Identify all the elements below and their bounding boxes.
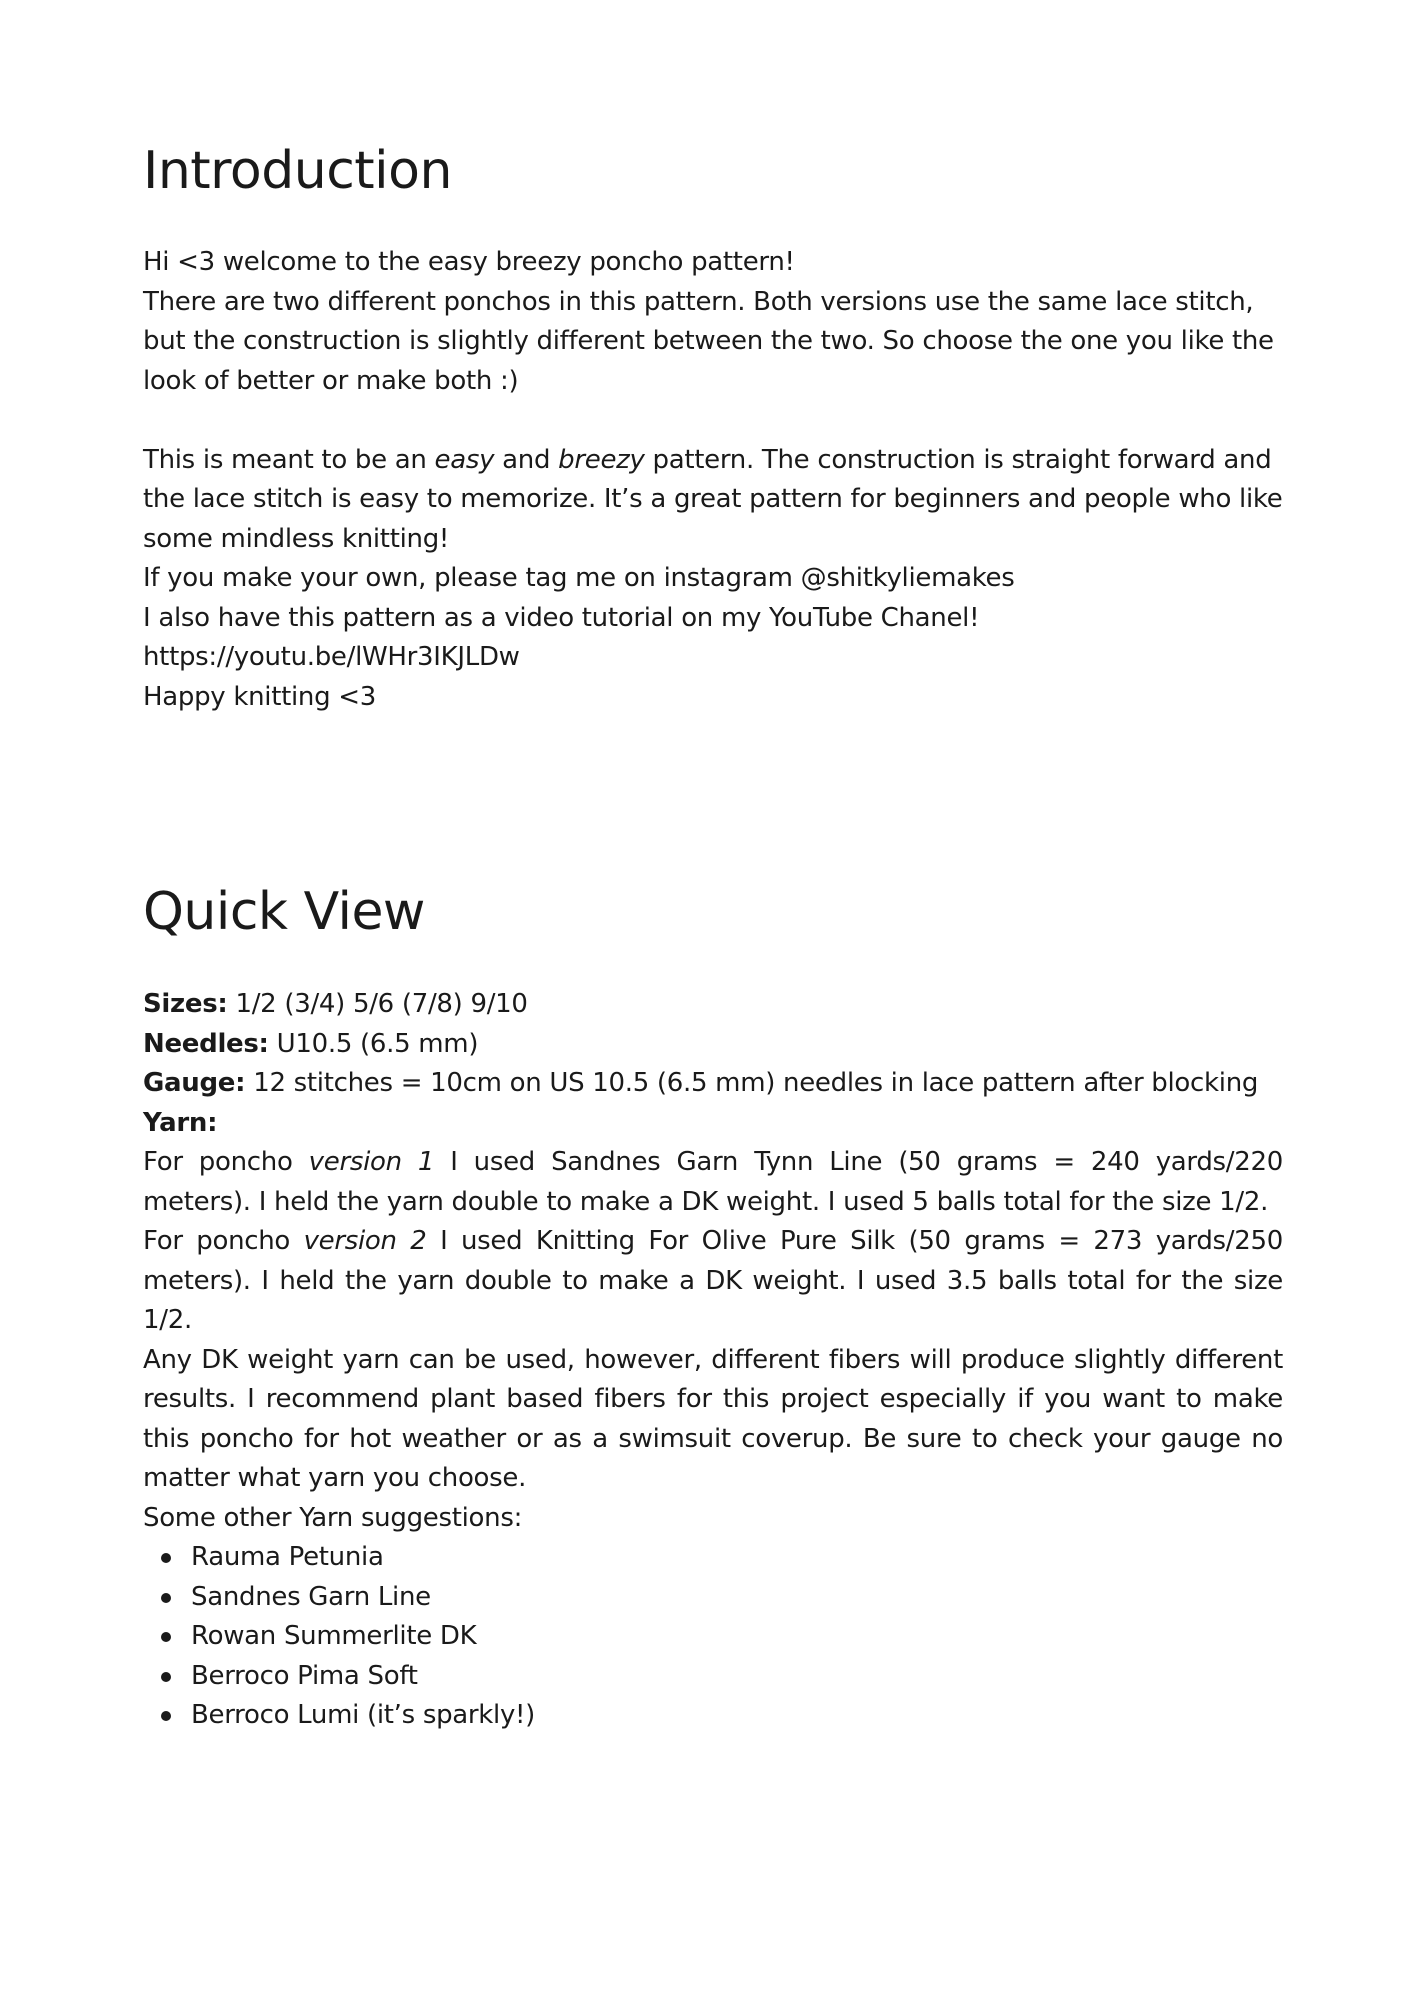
yarn-label: Yarn: xyxy=(143,1107,218,1138)
paragraph-gap xyxy=(143,401,1283,441)
intro-greeting: Hi <3 welcome to the easy breezy poncho pattern! xyxy=(143,247,795,277)
any-dk-yarn-paragraph: Any DK weight yarn can be used, however, different fibers will produce slightly different results. I recommend plant based fibers for this project especially if you want to make this poncho for hot weather or as a swimsuit coverup. Be sure to check your gauge no matter what yarn you choose. xyxy=(143,1344,1283,1493)
yarn-line xyxy=(143,1104,1283,1144)
yarn-text: For poncho xyxy=(143,1147,309,1177)
quick-view-body xyxy=(143,985,1283,1736)
list-item: Berroco Lumi (it’s sparkly!) xyxy=(191,1696,1283,1736)
needles-value: U10.5 (6.5 mm) xyxy=(268,1028,479,1059)
list-item: Sandnes Garn Line xyxy=(191,1578,1283,1618)
intro-emphasis-breezy: breezy xyxy=(558,444,645,475)
yarn-suggestions-intro: Some other Yarn suggestions: xyxy=(143,1502,523,1533)
intro-instagram-line: If you make your own, please tag me on instagram @shitkyliemakes xyxy=(143,563,1015,593)
intro-text: and xyxy=(494,444,559,475)
list-item: Rauma Petunia xyxy=(191,1538,1283,1578)
gauge-label: Gauge: xyxy=(143,1068,246,1098)
gauge-value: 12 stitches = 10cm on US 10.5 (6.5 mm) needles in lace pattern after blocking xyxy=(245,1068,1259,1098)
sizes-label: Sizes: xyxy=(143,989,228,1019)
intro-text: This is meant to be an xyxy=(143,444,435,475)
yarn-text: For poncho xyxy=(143,1226,304,1256)
intro-text: pattern. The construction is straight forward and the lace stitch is easy to memorize. It’s a great pattern for beginners and people who like some mindless knitting! xyxy=(143,444,1283,554)
gauge-line xyxy=(143,1064,1283,1104)
version-2-emphasis: version 2 xyxy=(303,1226,427,1256)
needles-label: Needles: xyxy=(143,1028,269,1059)
introduction-body xyxy=(143,243,1283,717)
yarn-version-1-paragraph xyxy=(143,1143,1283,1222)
quick-view-heading: Quick View xyxy=(143,882,425,942)
yarn-version-2-paragraph xyxy=(143,1222,1283,1341)
sizes-line xyxy=(143,985,1283,1025)
list-item: Rowan Summerlite DK xyxy=(191,1617,1283,1657)
list-item: Berroco Pima Soft xyxy=(191,1657,1283,1697)
yarn-text: I used Knitting For Olive Pure Silk (50 grams = 273 yards/250 meters). I held the yarn double to make a DK weight. I used 3.5 balls total for the size 1/2. xyxy=(143,1226,1283,1335)
intro-emphasis-easy: easy xyxy=(434,444,495,475)
intro-versions-paragraph: There are two different ponchos in this pattern. Both versions use the same lace stitch, but the construction is slightly different between the two. So choose the one you like the look of better or make both :) xyxy=(143,286,1274,396)
introduction-heading: Introduction xyxy=(143,141,452,201)
yarn-suggestions-list xyxy=(143,1538,1283,1736)
youtube-link[interactable]: https://youtu.be/lWHr3IKJLDw xyxy=(143,642,520,672)
intro-easy-breezy-paragraph xyxy=(143,441,1283,560)
needles-line xyxy=(143,1025,1283,1065)
intro-closing: Happy knitting <3 xyxy=(143,681,376,712)
yarn-text: I used Sandnes Garn Tynn Line (50 grams = 240 yards/220 meters). I held the yarn double to make a DK weight. I used 5 balls total for the size 1/2. xyxy=(143,1147,1283,1217)
version-1-emphasis: version 1 xyxy=(308,1147,435,1177)
sizes-value: 1/2 (3/4) 5/6 (7/8) 9/10 xyxy=(227,989,528,1019)
intro-youtube-line: I also have this pattern as a video tutorial on my YouTube Chanel! xyxy=(143,602,980,633)
